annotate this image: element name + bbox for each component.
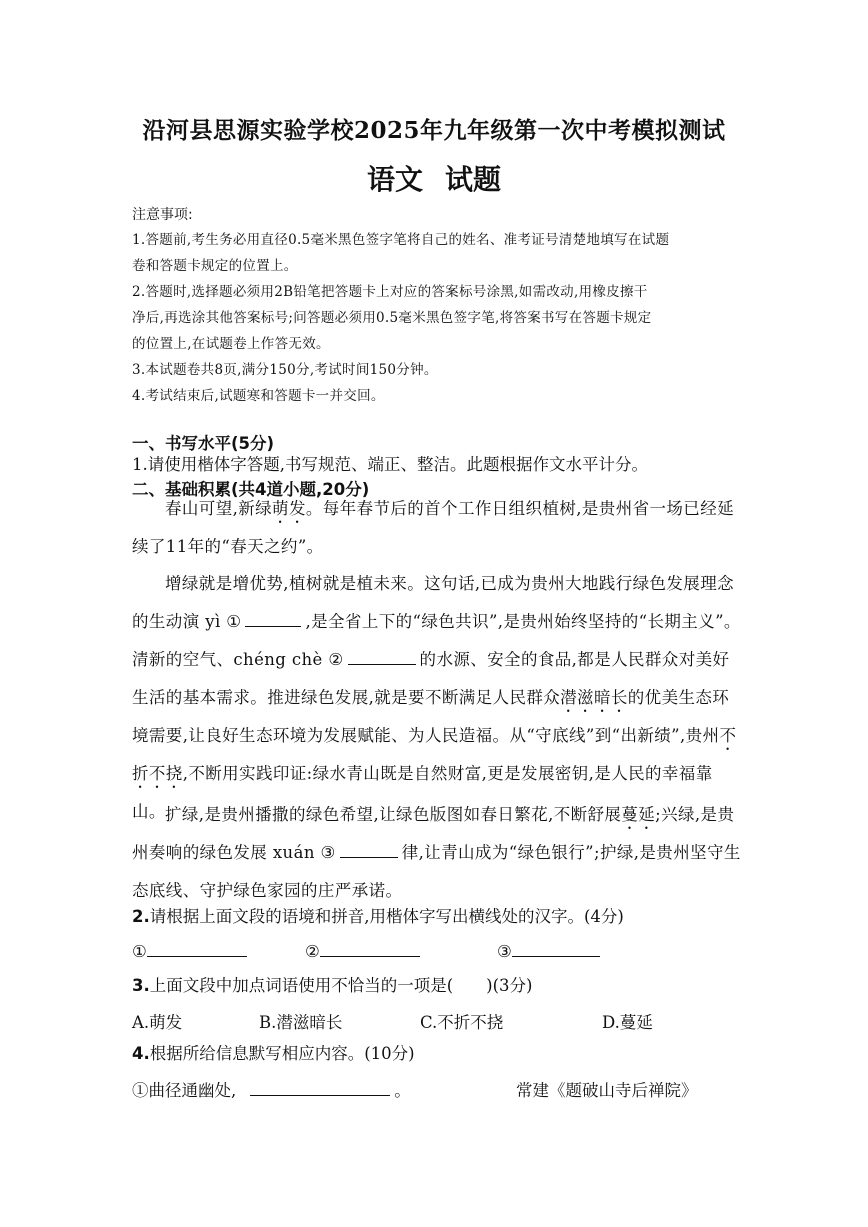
q3-option-c[interactable]: C.不折不挠: [420, 1013, 504, 1032]
q3-option-b[interactable]: B.潜滋暗长: [259, 1013, 343, 1032]
q4-blank-1[interactable]: [250, 1079, 390, 1096]
question-4: 4.根据所给信息默写相应内容。(10分): [132, 1044, 415, 1063]
question-3: 3.上面文段中加点词语使用不恰当的一项是( )(3分): [132, 976, 533, 995]
q2-answer-3: ③: [497, 940, 604, 961]
notice-item-4: 4.考试结束后,试题寒和答题卡一并交回。: [132, 388, 385, 404]
paper-label: 试题: [445, 163, 502, 196]
passage-paragraph-2: 增绿就是增优势,植树就是植未来。这句话,已成为贵州大地践行绿色发展理念的生动演 yì ① ,是全省上下的“绿色共识”,是贵州始终坚持的“长期主义”。清新的空气、chéng chè ② 的水源、安全的食品,都是人民群众对美好生活的基本需求。推进绿色发展,就是要不断满足人民群众潜滋暗长的优美生态环境需要,让良好生态环境为发展赋能、为人民造福。从“守底线”到“出新绩”,贵州不折不挠,不断用实践印证:绿水青山既是自然财富,更是发展密钥,是人民的幸福靠山。: [132, 574, 741, 821]
q4-line-1: ①曲径通幽处, 。: [132, 1081, 411, 1100]
dotted-word-qianzianzhang: 潜滋暗长: [560, 688, 628, 707]
question-2: 2.请根据上面文段的语境和拼音,用楷体字写出横线处的汉字。(4分): [132, 907, 624, 926]
section-1-heading: 一、书写水平(5分): [132, 434, 275, 453]
blank-2[interactable]: [348, 648, 416, 665]
q2-answer-1: ①: [132, 940, 251, 961]
notice-item-1b: 卷和答题卡规定的位置上。: [132, 258, 298, 274]
notice-item-1a: 1.答题前,考生务必用直径0.5毫米黑色签字笔将自己的姓名、准考证号清楚地填写在试题: [132, 232, 670, 248]
notice-item-2c: 的位置上,在试题卷上作答无效。: [132, 336, 330, 352]
q2-blank-3[interactable]: [512, 940, 600, 957]
exam-title: 沿河县思源实验学校2025年九年级第一次中考模拟测试: [142, 117, 726, 144]
notice-item-2b: 净后,再选涂其他答案标号;问答题必须用0.5毫米黑色签字笔,将答案书写在答题卡规定: [132, 310, 652, 326]
dotted-word-manyan: 蔓延: [621, 805, 656, 824]
q2-blank-1[interactable]: [147, 940, 247, 957]
dotted-word-buzhebunao: 不折不挠: [132, 726, 737, 783]
q2-answer-2: ②: [305, 940, 424, 961]
q2-blank-2[interactable]: [320, 940, 420, 957]
q4-source-1: 常建《题破山寺后禅院》: [516, 1081, 698, 1100]
subject-label: 语文: [366, 163, 423, 196]
section-1-text: 1.请使用楷体字答题,书写规范、端正、整洁。此题根据作文水平计分。: [132, 455, 648, 474]
notice-item-2a: 2.答题时,选择题必须用2B铅笔把答题卡上对应的答案标号涂黑,如需改动,用橡皮擦干: [132, 284, 648, 300]
passage-paragraph-3: 扩绿,是贵州播撒的绿色希望,让绿色版图如春日繁花,不断舒展蔓延;兴绿,是贵州奏响的绿色发展 xuán ③ 律,让青山成为“绿色银行”;护绿,是贵州坚守生态底线、守护绿色家园的庄严承诺。: [132, 805, 741, 900]
section-2-heading: 二、基础积累(共4道小题,20分): [132, 480, 370, 499]
passage-paragraph-1: 春山可望,新绿萌发。每年春节后的首个工作日组织植树,是贵州省一场已经延续了11年的“春天之约”。: [132, 499, 735, 556]
subject-title: [0, 158, 868, 198]
notice-heading: 注意事项:: [132, 207, 193, 223]
q3-option-a[interactable]: A.萌发: [132, 1013, 183, 1032]
blank-3[interactable]: [340, 841, 398, 858]
dotted-word-mengfa: 萌发: [272, 499, 306, 518]
blank-1[interactable]: [245, 610, 301, 627]
notice-item-3: 3.本试题卷共8页,满分150分,考试时间150分钟。: [132, 362, 438, 378]
q3-option-d[interactable]: D.蔓延: [602, 1013, 653, 1032]
